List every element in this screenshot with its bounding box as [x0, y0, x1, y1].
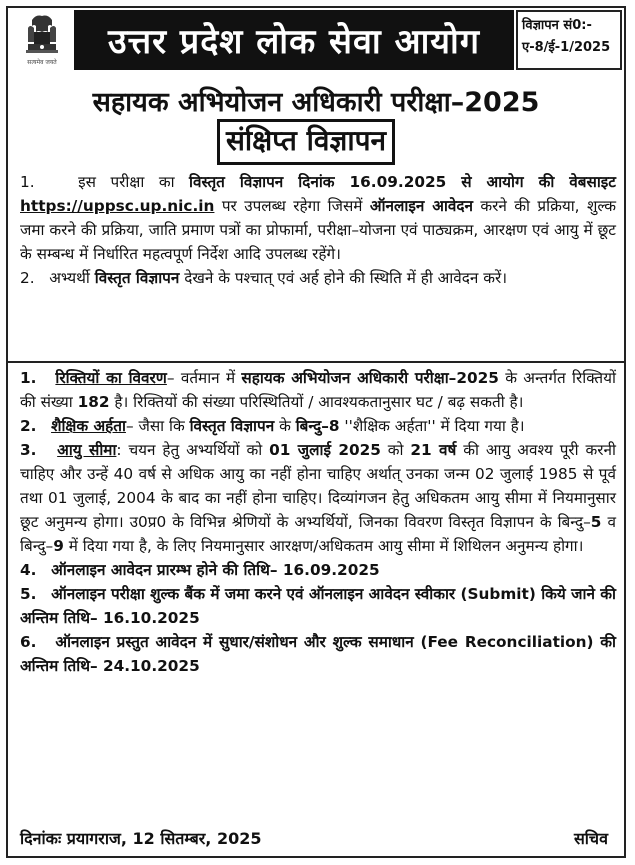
age-limit-point-9: 9 — [53, 537, 64, 555]
header — [8, 8, 624, 76]
qualification-text-a: – जैसा कि — [125, 417, 185, 435]
vacancy-count: 182 — [77, 393, 110, 411]
instruction-2-text-a: अभ्यर्थी — [49, 269, 90, 287]
correction-date-number: 6. — [20, 633, 37, 651]
vacancy-text-a: – वर्तमान में — [166, 369, 236, 387]
qualification-text-e: ''शैक्षिक अर्हता'' में दिया गया है। — [344, 417, 525, 435]
advt-label: विज्ञापन सं0:- — [522, 18, 592, 33]
svg-text:सत्यमेव जयते: सत्यमेव जयते — [27, 59, 57, 66]
instruction-1-text-d: ऑनलाइन आवेदन — [369, 197, 473, 215]
start-date-text: ऑनलाइन आवेदन प्रारम्भ होने की तिथि– 16.09.2025 — [51, 561, 380, 579]
instruction-1-number: 1. — [20, 173, 35, 191]
qualification-text-d: बिन्दु–8 — [295, 417, 340, 435]
age-limit-details — [20, 438, 616, 558]
age-limit-text-g: व बिन्दु– — [20, 513, 616, 555]
commission-name-banner — [74, 10, 514, 70]
start-date-number: 4. — [20, 561, 37, 579]
age-limit-heading: आयु सीमा — [57, 441, 117, 459]
instruction-1 — [20, 170, 616, 266]
instruction-1-text-b: विस्तृत विज्ञापन दिनांक 16.09.2025 से आयोग की वेबसाइट — [189, 173, 617, 191]
vacancy-text-b: सहायक अभियोजन अधिकारी परीक्षा–2025 — [241, 369, 499, 387]
instruction-2-text-b: विस्तृत विज्ञापन — [94, 269, 180, 287]
qualification-heading: शैक्षिक अर्हता — [51, 417, 126, 435]
age-limit-text-i: में दिया गया है, के लिए नियमानुसार आरक्षण/अधिकतम आयु सीमा में शिथिलन अनुमन्य होगा। — [68, 537, 584, 555]
brief-advertisement-heading: संक्षिप्त विज्ञापन — [217, 119, 395, 165]
instruction-1-text-c: पर उपलब्ध रहेगा जिसमें — [221, 197, 363, 215]
correction-last-date — [20, 630, 616, 678]
advt-number: ए-8/ई-1/2025 — [522, 40, 611, 55]
instruction-2 — [20, 266, 616, 290]
place-and-date: दिनांकः प्रयागराज, 12 सितम्बर, 2025 — [20, 829, 262, 848]
vacancy-details — [20, 366, 616, 414]
vacancy-text-e: है। रिक्तियों की संख्या परिस्थितियों / आवश्यकतानुसार घट / बढ़ सकती है। — [114, 393, 524, 411]
age-limit-text-e: की आयु अवश्य पूरी करनी चाहिए और उन्हें 40 वर्ष से अधिक आयु का नहीं होना चाहिए अर्थात् उनका जन्म 02 जुलाई 1985 से पूर्व तथा 01 जुलाई, 2004 के बाद का नहीं होना चाहिए। दिव्यांगजन हेतु अधिकतम आयु सीमा में नियमानुसार छूट अनुमन्य होगा। उ0प्र0 के विभिन्न श्रेणियों के अभ्यर्थियों, जिनका विवरण विस्तृत विज्ञापन के बिन्दु– — [20, 441, 616, 531]
general-instructions — [20, 170, 616, 290]
website-link[interactable]: https://uppsc.up.nic.in — [20, 197, 215, 215]
fee-last-date — [20, 582, 616, 630]
instruction-1-text-e: करने की प्रक्रिया, शुल्क जमा करने की प्रक्रिया, जाति प्रमाण पत्रों का प्रोफार्मा, परीक्षा–योजना एवं पाठ्यक्रम, आरक्षण एवं आयु में छूट के सम्बन्ध में निर्धारित महत्वपूर्ण निर्देश आदि उपलब्ध रहेंगे। — [20, 197, 616, 263]
advertisement-sheet — [6, 6, 626, 858]
instruction-2-number: 2. — [20, 269, 35, 287]
fee-last-date-number: 5. — [20, 585, 37, 603]
age-limit-text-a: : चयन हेतु अभ्यर्थियों को — [116, 441, 263, 459]
age-limit-date: 01 जुलाई 2025 — [269, 441, 381, 459]
age-limit-years: 21 वर्ष — [410, 441, 457, 459]
application-start-date — [20, 558, 616, 582]
signatory: सचिव — [573, 829, 608, 848]
commission-name: उत्तर प्रदेश लोक सेवा आयोग — [108, 22, 480, 62]
qualification-text-c: के — [279, 417, 291, 435]
age-limit-point-5: 5 — [590, 513, 602, 531]
national-emblem-icon — [16, 12, 68, 72]
qualification-number: 2. — [20, 417, 37, 435]
instruction-2-text-c: देखने के पश्चात् एवं अर्ह होने की स्थिति में ही आवेदन करें। — [184, 269, 508, 287]
section-divider — [8, 361, 624, 363]
advertisement-number-box — [516, 10, 622, 70]
vacancy-text-c: के अन्तर्गत रिक्तियों की संख्या — [20, 369, 616, 411]
vacancy-number: 1. — [20, 369, 37, 387]
details-section — [20, 366, 616, 678]
fee-last-date-text: ऑनलाइन परीक्षा शुल्क बैंक में जमा करने एवं ऑनलाइन आवेदन स्वीकार (Submit) किये जाने की अन्तिम तिथि– 16.10.2025 — [20, 585, 617, 627]
exam-title: सहायक अभियोजन अधिकारी परीक्षा–2025 — [92, 87, 540, 118]
instruction-1-text-a: इस परीक्षा का — [78, 173, 175, 191]
age-limit-number: 3. — [20, 441, 37, 459]
age-limit-text-c: को — [387, 441, 404, 459]
vacancy-heading: रिक्तियों का विवरण — [55, 369, 167, 387]
qualification-text-b: विस्तृत विज्ञापन — [189, 417, 275, 435]
qualification-details — [20, 414, 616, 438]
correction-date-text: ऑनलाइन प्रस्तुत आवेदन में सुधार/संशोधन और शुल्क समाधान (Fee Reconciliation) की अन्तिम तिथि– 24.10.2025 — [20, 633, 616, 675]
